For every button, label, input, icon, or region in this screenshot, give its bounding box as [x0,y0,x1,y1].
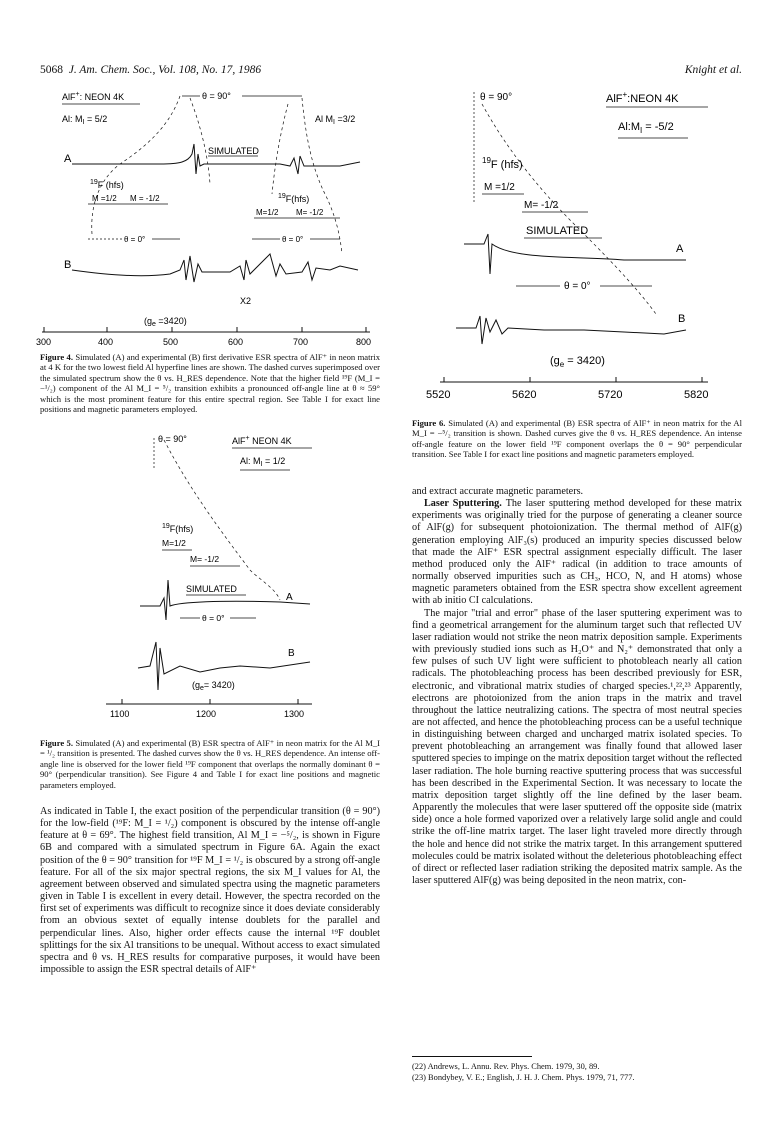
fig4-tick-600: 600 [228,337,244,347]
figure-6 [424,84,724,414]
section-heading-laser-sputtering: Laser Sputtering. [424,498,502,510]
fig4-theta90: θ = 90° [202,91,231,101]
fig5-theta0: θ = 0° [202,613,225,623]
fig5-al: Al: $M_I = 1/2$ [240,456,286,468]
fig5-ge: $(g_e= 3420)$ [192,680,235,692]
fig4-f19-left: $^{19}$F (hfs) [90,179,124,190]
fig6-trace-a: A [676,243,684,255]
fig6-m-half: M =1/2 [484,182,515,193]
fig6-tick-5520: 5520 [426,389,451,401]
page-number: 5068 [40,64,63,76]
fig6-trace-b: B [678,313,686,325]
fig4-tick-800: 800 [356,337,372,347]
fig6-theta90: θ = 90° [480,92,513,103]
fig4-m-mhalf-left: M = -1/2 [130,194,160,203]
fig6-m-mhalf: M= -1/2 [524,200,559,211]
fig4-m-mhalf-right: M= -1/2 [296,208,324,217]
left-column-text [40,806,380,976]
fig6-al: $Al:M_I = -5/2$ [618,121,674,135]
references [412,1062,742,1083]
fig5-trace-b: B [288,648,295,659]
right-paragraph-1: Laser Sputtering. The laser sputtering method developed for these matrix experiments was originally tried for the purpose of generating a cleaner source of AlF(g) for subsequent photoionization. The thermal method of AlF(g) generation employing AlF₃(s) produced an impurity species discussed below that made the AlF⁺ ESR spectral assignment especially difficult. The laser method produced only the AlF⁺ radical (in addition to trace amounts of normally observed impurities such as CH₃, HCO, N, and H atoms) whose magnetic parameters obtained from the ESR spectra show excellent agreement with ab initio CI calculations. [412,498,742,607]
journal-citation: J. Am. Chem. Soc., Vol. 108, No. 17, 1986 [68,64,262,76]
right-paragraph-2: The major "trial and error" phase of the laser sputtering experiment was to find a geometrical arrangement for the aluminum target such that reflected UV laser radiation would not strike the neon matrix deposition sample. Experiments with previously studied ions such as H₂O⁺ and N₂⁺ demonstrated that only a few pulses of such UV light were sufficient to photobleach nearly all cation radicals. The photobleaching process has been described previously for ESR, electronic, and vibrational matrix studies of charged species.¹,²²,²³ Apparently, electrons are photoionized from the anion traps in the matrix and travel throughout the lattice neutralizing cations. The spectra of most neutral species are not affected, and hence the photobleaching process can be a useful technique in distinguishing between charged and uncharged matrix isolated species. To prevent photobleaching an arrangement was finally found that allowed laser sputtered species to impinge on the matrix deposition target without the reflected laser radiation. The hole burning reactive sputtering process that was successful has been described in the Experimental Section. It was necessary to locate the matrix deposition target slightly off the line defined by the laser beam. Apparently the molecules that were laser sputtered off the opposite side (matrix side) once a hole formed vaporized over a relatively large solid angle and could strike the off-line matrix target. The laser light traveled more directly through the hole and hence did not strike the matrix target. In this arrangement sputtered molecules could be matrix isolated without the deleterious photobleaching effect of direct or reflected laser radiation striking the deposited matrix sample. As the laser sputtered AlF(g) was being deposited in the neon matrix, con- [412,607,742,886]
figure-4 [36,84,380,352]
reference-23: (23) Bondybey, V. E.; English, J. H. J. Chem. Phys. 1979, 71, 777. [412,1072,635,1082]
fig6-tick-5820: 5820 [684,389,709,401]
fig6-simulated: SIMULATED [526,225,589,237]
fig6-tick-5620: 5620 [512,389,537,401]
fig6-tick-5720: 5720 [598,389,623,401]
fig5-tick-1100: 1100 [110,709,130,719]
fig4-al-right: Al $M_I =3/2$ [315,114,356,126]
fig6-f19: $^{19}$F (hfs) [482,156,523,171]
figure-4-caption: Figure 4. Simulated (A) and experimental (B) first derivative ESR spectra of AlF⁺ in neon matrix at 4 K for the two lowest field Al hyperfine lines are shown. The dashed curves superimposed over the simulated spectrum show the θ vs. H_RES dependence. Note that the higher field ¹⁹F (M_I = −¹/₂) component of the Al M_I = ⁵/₂ transition exhibits a pronounced off-angle line at θ ≈ 59° which is the most prominent feature for this entire spectral region. See Table I for exact line positions and magnetic parameters employed. [40,352,381,415]
fig4-tick-700: 700 [293,337,309,347]
right-paragraph-0: and extract accurate magnetic parameters. [412,486,584,497]
fig4-tick-400: 400 [98,337,114,347]
fig6-theta0: θ = 0° [564,281,591,292]
figure-5 [80,430,340,722]
fig4-m-half-right: M=1/2 [256,208,279,217]
fig4-tick-300: 300 [36,337,52,347]
figure-6-caption: Figure 6. Simulated (A) and experimental (B) ESR spectra of AlF⁺ in neon matrix for the Al M_I = −⁵/₂ transition is shown. Dashed curves give the θ vs. H_RES dependence. An intense off-angle feature on the lower field ¹⁹F component overlaps the θ = 90° perpendicular transition. See Table I for exact line positions and magnetic parameters employed. [412,418,742,460]
left-paragraph: As indicated in Table I, the exact position of the perpendicular transition (θ = 90°) for the low-field (¹⁹F: M_I = ¹/₂) component is obscured by the intense off-angle feature at θ = 69°. The highest field transition, Al M_I = −⁵/₂, is shown in Figure 6B and compared with a simulated spectrum in Figure 6A. Again the exact position of the θ = 90° transition for ¹⁹F M_I = ¹/₂ is obscured by a strong off-angle feature. For all of the six major spectral regions, the six M_I values for Al, the agreement between observed and simulated spectra using the magnetic parameters given in Table I is excellent in every detail. However, the spectra recorded on the first set of experiments was difficult to recognize since it does deviate considerably from an obvious sextet of equally intense doublets for the parallel and perpendicular lines. Also, higher order effects cause the internal ¹⁹F doublet splittings for the six Al transitions to be unequal. Without access to exact simulated spectra and θ vs. H_RES results for comparative purposes, it would have been impossible to assign the ESR spectral details of AlF⁺ [40,806,380,976]
fig6-ge: $(g_e = 3420)$ [550,355,605,369]
fig5-theta90: θ = 90° [158,434,187,444]
right-column-text [412,486,742,887]
fig5-f19: $^{19}$F(hfs) [162,523,194,534]
fig4-trace-b-label: B [64,259,72,271]
fig4-trace-a-label: A [64,153,72,165]
reference-22: (22) Andrews, L. Annu. Rev. Phys. Chem. 1979, 30, 89. [412,1062,600,1071]
fig5-species: AlF+ NEON 4K [232,435,292,446]
fig4-ge: $(g_e =3420)$ [144,316,187,328]
fig5-trace-a: A [286,592,293,603]
fig4-theta0-left: θ = 0° [124,235,146,244]
running-header-authors: Knight et al. [684,64,742,76]
fig5-m-half: M=1/2 [162,538,186,548]
figure-5-caption: Figure 5. Simulated (A) and experimental (B) ESR spectra of AlF⁺ in neon matrix for the Al M_I = ¹/₂ transition is presented. The dashed curves show the θ vs. H_RES dependence. An intense off-angle line is observed for the lower field ¹⁹F component that overlaps the normally dominant θ = 90° (perpendicular transition). See Figure 4 and Table I for exact line positions and magnetic parameters employed. [40,738,380,790]
fig4-species-label: AlF+: NEON 4K [62,91,125,102]
fig4-simulated: SIMULATED [208,146,259,156]
fig5-tick-1300: 1300 [284,709,305,719]
fig4-tick-500: 500 [163,337,179,347]
fig5-tick-1200: 1200 [196,709,217,719]
fig6-species: AlF+:NEON 4K [606,90,679,105]
running-header-left [40,64,261,76]
fig4-x2: X2 [240,296,252,306]
fig4-m-half-left: M =1/2 [92,194,117,203]
fig4-f19-right: $^{19}$F(hfs) [278,193,310,204]
fig5-m-mhalf: M= -1/2 [190,554,220,564]
fig4-al-left: Al: $M_I = 5/2$ [62,114,108,126]
fig5-simulated: SIMULATED [186,584,237,594]
references-rule [412,1056,532,1057]
fig4-theta0-right: θ = 0° [282,235,304,244]
fig4-axis [36,327,371,347]
